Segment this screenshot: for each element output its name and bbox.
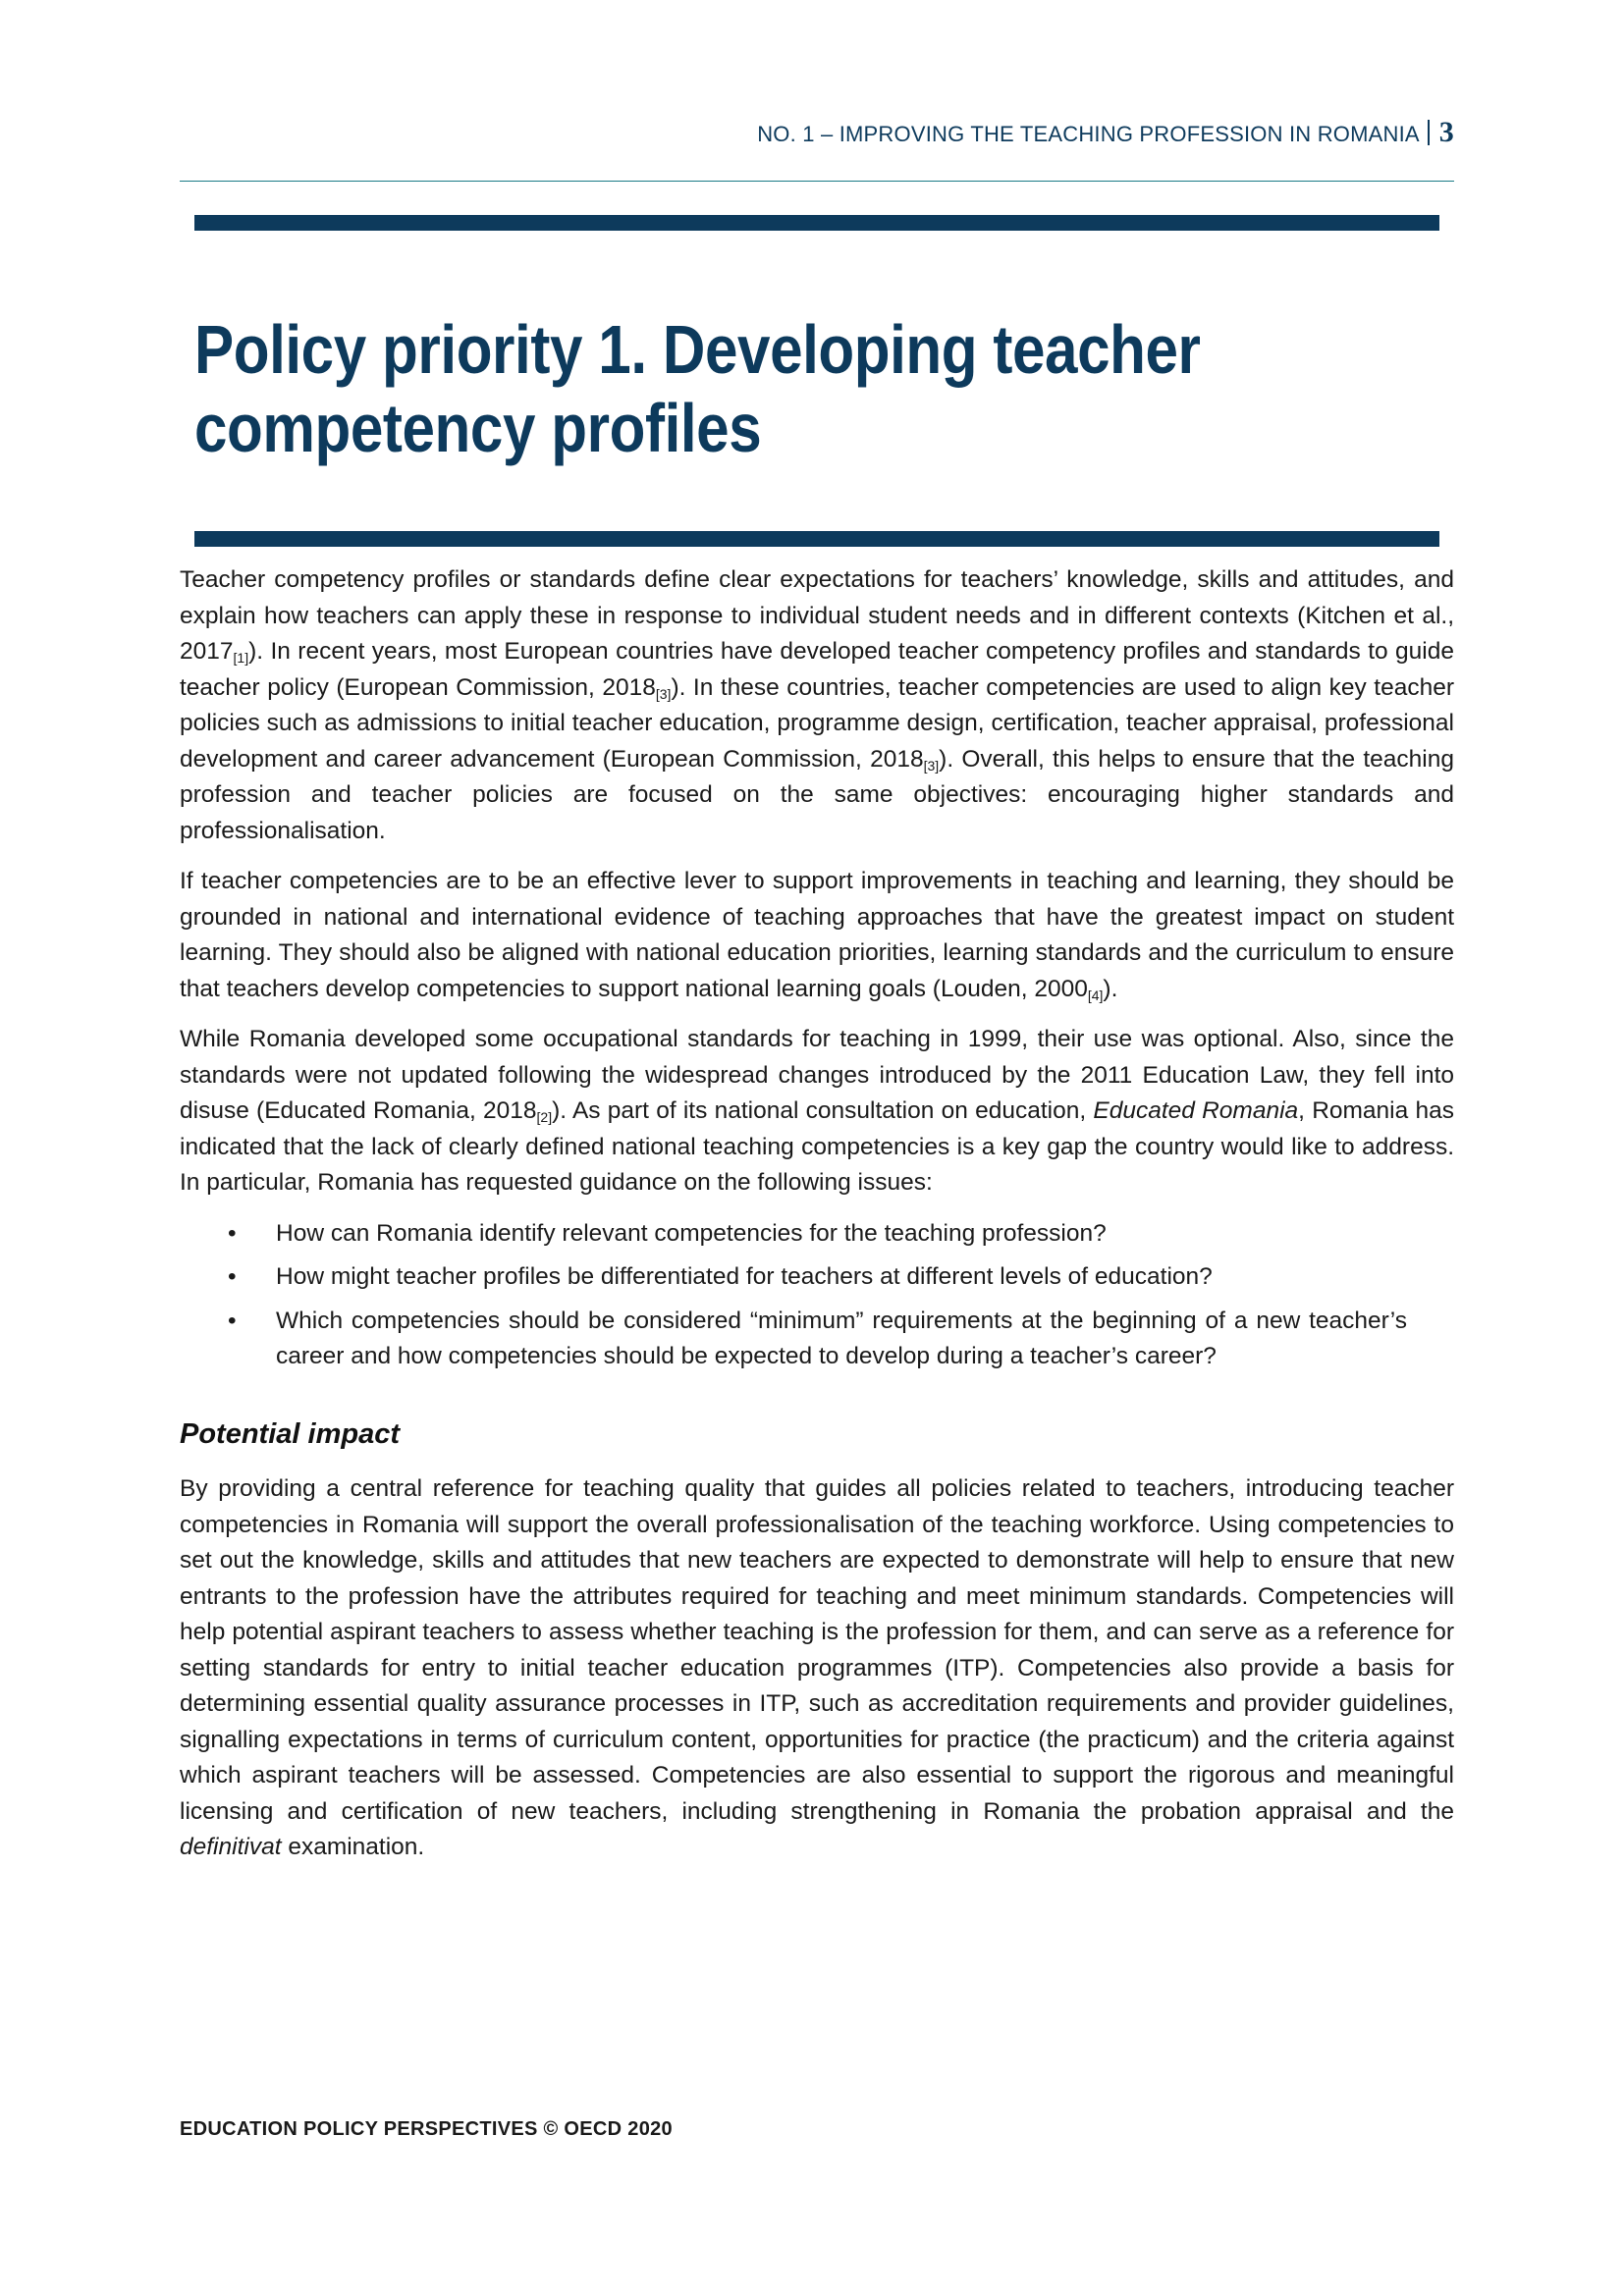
paragraph-1-text-b: ). In recent years, most European countries have developed teacher competency profiles and standards to guide teacher policy (European Commission, 2018 xyxy=(180,638,1454,701)
citation-ref: [3] xyxy=(923,757,940,774)
paragraph-4-italic: definitivat xyxy=(180,1834,282,1860)
paragraph-3-text-a: While Romania developed some occupational standards for teaching in 1999, their use was optional. Also, since the standards were not updated following the widespread changes introduced by the 2011 Education Law, they fell into disuse (Educated Romania, 2018 xyxy=(180,1026,1454,1124)
paragraph-2-text-a: If teacher competencies are to be an effective lever to support improvements in teaching and learning, they should be grounded in national and international evidence of teaching approaches that have the greatest impact on student learning. They should also be aligned with national education priorities, learning standards and the curriculum to ensure that teachers develop competencies to support national learning goals (Louden, 2000 xyxy=(180,868,1454,1002)
title-band-bottom xyxy=(194,531,1439,547)
list-item: • How can Romania identify relevant competencies for the teaching profession? xyxy=(180,1216,1454,1253)
header-separator xyxy=(1428,120,1430,145)
page-footer: EDUCATION POLICY PERSPECTIVES © OECD 2020 xyxy=(180,2118,673,2140)
paragraph-1-text-c: ). In these countries, teacher competencies are used to align key teacher policies such as admissions to initial teacher education, programme design, certification, teacher appraisal, professional development and career advancement (European Commission, 2018 xyxy=(180,673,1454,773)
citation-ref: [2] xyxy=(536,1109,553,1125)
paragraph-2 xyxy=(180,864,1454,1007)
paragraph-3-text-c: , Romania has indicated that the lack of clearly defined national teaching competencies is a key gap the country would like to address. In particular, Romania has requested guidance on the following issues: xyxy=(180,1097,1454,1196)
paragraph-3 xyxy=(180,1022,1454,1201)
paragraph-4-text-b: examination. xyxy=(281,1834,425,1860)
title-band-top xyxy=(194,215,1439,231)
paragraph-1 xyxy=(180,562,1454,849)
citation-ref: [4] xyxy=(1087,987,1104,1003)
body-text xyxy=(180,562,1454,1881)
citation-ref: [3] xyxy=(655,685,672,702)
paragraph-2-text-b: ). xyxy=(1103,975,1118,1002)
issue-list xyxy=(180,1216,1454,1375)
section-subheading: Potential impact xyxy=(180,1417,400,1450)
paragraph-1-text-a: Teacher competency profiles or standards define clear expectations for teachers’ knowledge, skills and attitudes, and explain how teachers can apply these in response to individual student needs and in different contexts (Kitchen et al., 2017 xyxy=(180,566,1454,665)
paragraph-1-text-d: ). Overall, this helps to ensure that the teaching profession and teacher policies are focused on the same objectives: encouraging higher standards and professionalisation. xyxy=(180,745,1454,844)
list-item: • Which competencies should be considered “minimum” requirements at the beginning of a new teacher’s career and how competencies should be expected to develop during a teacher’s career? xyxy=(180,1304,1454,1375)
paragraph-4-text-a: By providing a central reference for teaching quality that guides all policies related to teachers, introducing teacher competencies in Romania will support the overall professionalisation of the teaching workforce. Using competencies to set out the knowledge, skills and attitudes that new teachers are expected to demonstrate will help to ensure that new entrants to the profession have the attributes required for teaching and meet minimum standards. Competencies will help potential aspirant teachers to assess whether teaching is the profession for them, and can serve as a reference for setting standards for entry to initial teacher education programmes (ITP). Competencies also provide a basis for determining essential quality assurance processes in ITP, such as accreditation requirements and provider guidelines, signalling expectations in terms of curriculum content, opportunities for practice (the practicum) and the criteria against which aspirant teachers will be assessed. Competencies are also essential to support the rigorous and meaningful licensing and certification of new teachers, including strengthening in Romania the probation appraisal and the xyxy=(180,1475,1454,1825)
list-item: • How might teacher profiles be differentiated for teachers at different levels of education? xyxy=(180,1259,1454,1296)
paragraph-3-italic: Educated Romania xyxy=(1093,1097,1299,1124)
running-header xyxy=(180,116,1454,149)
page-number: 3 xyxy=(1438,116,1454,148)
page-title: Policy priority 1. Developing teacher competency profiles xyxy=(194,311,1201,466)
paragraph-4 xyxy=(180,1471,1454,1866)
header-rule xyxy=(180,181,1454,182)
citation-ref: [1] xyxy=(233,650,249,666)
running-title: NO. 1 – IMPROVING THE TEACHING PROFESSION IN ROMANIA xyxy=(757,122,1420,146)
paragraph-3-text-b: ). As part of its national consultation on education, xyxy=(552,1097,1094,1124)
